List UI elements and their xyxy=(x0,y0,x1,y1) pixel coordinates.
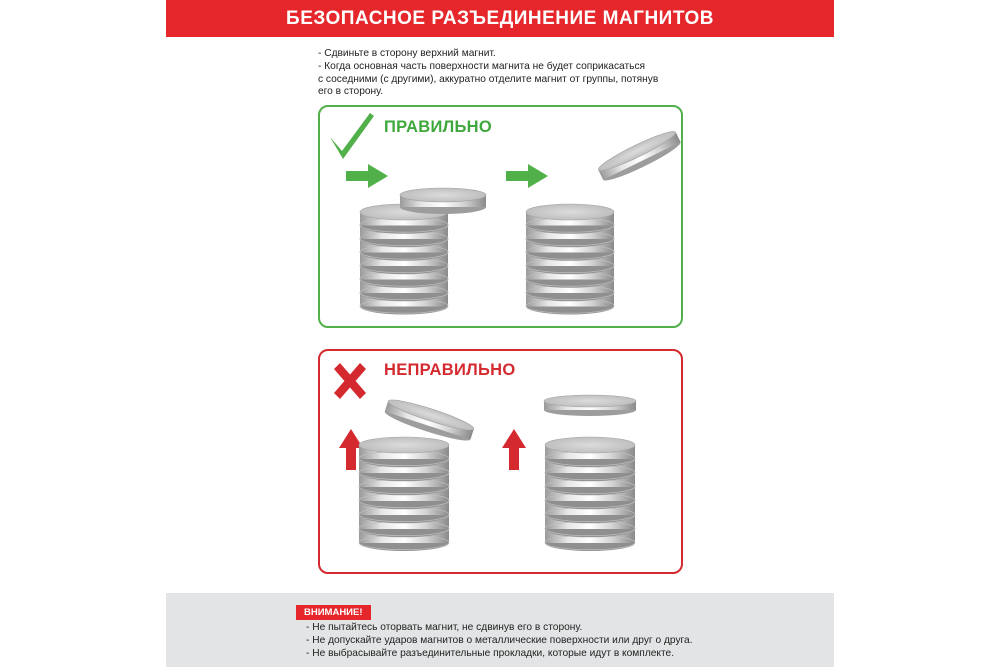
right-arrow-icon xyxy=(506,164,548,188)
intro-line: с соседними (с другими), аккуратно отделите магнит от группы, потянув xyxy=(318,73,659,85)
magnet-shifted xyxy=(400,188,486,214)
incorrect-title: НЕПРАВИЛЬНО xyxy=(384,361,516,379)
warning-item: - Не допускайте ударов магнитов о металлические поверхности или друг о друга. xyxy=(306,635,693,646)
correct-panel xyxy=(318,105,683,328)
magnet-stack-left xyxy=(359,437,449,551)
warning-item: - Не пытайтесь оторвать магнит, не сдвинув его в сторону. xyxy=(306,622,583,633)
warning-item: - Не выбрасывайте разъединительные прокладки, которые идут в комплекте. xyxy=(306,648,675,659)
intro-line: - Сдвиньте в сторону верхний магнит. xyxy=(318,48,496,59)
incorrect-panel xyxy=(318,349,683,574)
warning-badge: ВНИМАНИЕ! xyxy=(296,605,371,620)
magnet-disc xyxy=(545,437,635,467)
cross-icon xyxy=(334,363,366,399)
magnet-lifted xyxy=(544,395,636,416)
magnet-stack-right xyxy=(526,204,614,315)
magnet-stack-right xyxy=(545,437,635,551)
warning-list xyxy=(306,621,693,660)
incorrect-illustration xyxy=(320,351,681,572)
up-arrow-icon xyxy=(502,429,526,470)
checkmark-icon xyxy=(330,113,374,159)
right-arrow-icon xyxy=(346,164,388,188)
page-title: БЕЗОПАСНОЕ РАЗЪЕДИНЕНИЕ МАГНИТОВ xyxy=(286,7,714,29)
warning-footer xyxy=(166,593,834,667)
intro-line: его в сторону. xyxy=(318,86,384,98)
magnet-disc xyxy=(359,437,449,467)
magnet-disc xyxy=(526,204,614,234)
correct-illustration xyxy=(320,107,681,326)
magnet-stack-left xyxy=(360,204,448,315)
intro-line: - Когда основная часть поверхности магнита не будет соприкасаться xyxy=(318,60,646,72)
magnet-removed xyxy=(596,127,681,185)
intro-text xyxy=(318,48,698,99)
page-header xyxy=(166,0,834,37)
correct-title: ПРАВИЛЬНО xyxy=(384,118,492,136)
